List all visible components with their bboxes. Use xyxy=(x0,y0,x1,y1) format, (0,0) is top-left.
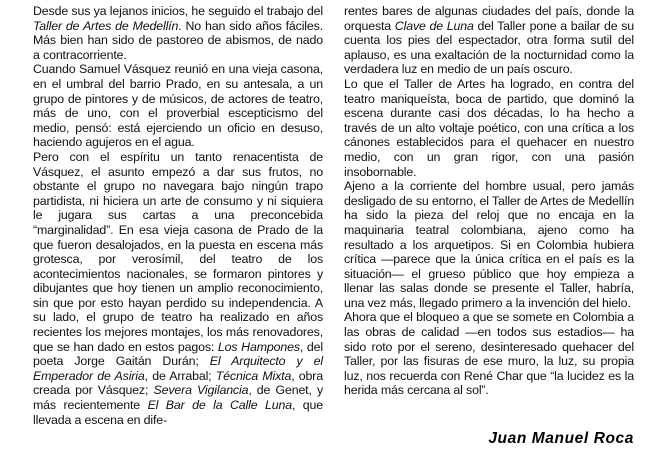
text-run: rentes bares de algunas ciudades del país, donde la orquesta xyxy=(344,4,634,33)
text-run: Ajeno a la corriente del hombre usual, pero jamás desligado de su entorno, el Taller de Artes de Medellín ha sido la pieza del reloj que no encaja en la maquinaria teatral colombiana, ajeno como ha resultado a los arquetipos. Si en Colombia hubiera crítica —parece que la única crítica en el país es la situación— el grueso público que hoy empieza a llenar las salas donde se presente el Taller, habría, una vez más, llegado primero a la invención del hielo. xyxy=(344,179,634,310)
author-signature: Juan Manuel Roca xyxy=(488,430,634,447)
text-run: Ahora que el bloqueo a que se somete en Colombia a las obras de calidad —en todos sus estadios— ha sido roto por el sereno, desinteresado quehacer del Taller, por las fisuras de ese muro, la luz, su propia luz, nos recuerda con René Char que “la lucidez es la herida más cercana al sol”. xyxy=(344,310,634,398)
paragraph xyxy=(344,310,634,398)
text-run: Cuando Samuel Vásquez reunió en una vieja casona, en el umbral del barrio Prado, en su antesala, a un grupo de pintores y de músicos, de actores de teatro, más de uno, con el proverbial escepticismo del medio, pensó: está ejerciendo un oficio en desuso, haciendo agujeros en el agua. xyxy=(33,62,323,150)
italic-title: Severa Vigilancia xyxy=(153,383,249,398)
paragraph xyxy=(344,179,634,310)
italic-title: Taller de Artes de Medellín xyxy=(33,18,179,33)
text-run: , obra creada por Vásquez; xyxy=(33,368,324,398)
text-run: Pero con el espíritu un tanto renacentista de Vásquez, el asunto empezó a dar sus frutos, no obstante el grupo no navegara bajo ningún trapo partidista, ni hiciera un arte de consumo y ni siquiera le jugara sus cartas a una preconcebida “marginalidad”. En esa vieja casona de Prado de la que fueron desalojados, en la puesta en escena más grotesca, por verosímil, del teatro de los acontecimientos nacionales, se formaron pintores y dibujantes que hoy tienen un amplio reconocimiento, sin que por esto hayan perdido su independencia. A su lado, el grupo de teatro ha realizado en años recientes los mejores montajes, los más renovadores, que se han dado en estos pagos: xyxy=(33,149,323,354)
paragraph xyxy=(33,150,323,427)
text-run: , de Genet, y más recientemente xyxy=(33,383,323,413)
italic-title: Clave de Luna xyxy=(394,18,474,33)
paragraph xyxy=(33,62,323,150)
text-run: , del poeta Jorge Gaitán Durán; xyxy=(33,339,324,369)
text-run: , de Arrabal; xyxy=(144,368,216,383)
italic-title: El Arquitecto y el Emperador de Asiria xyxy=(33,354,323,383)
text-run: del Taller pone a bailar de su cuenta los pies del espectador, otra forma sutil del aplauso, es una exaltación de la nocturnidad como la verdadera luz en medio de un país oscuro. xyxy=(344,18,635,77)
italic-title: El Bar de la Calle Luna xyxy=(147,398,292,413)
paragraph xyxy=(344,4,634,77)
text-run: Lo que el Taller de Artes ha logrado, en contra del teatro maniqueísta, boca de partido, que dominó la escena durante casi dos décadas, lo ha hecho a través de un alto voltaje poético, con una crítica a los cánones establecidos para el quehacer en nuestro medio, con un gran rigor, con una pasión insobornable. xyxy=(344,76,634,179)
left-column xyxy=(33,4,323,427)
paragraph xyxy=(33,4,323,62)
italic-title: Los Hampones xyxy=(217,339,300,354)
text-run: . No han sido años fáciles. Más bien han sido de pastoreo de abismos, de nado a contracorriente. xyxy=(33,18,323,62)
italic-title: Técnica Mixta xyxy=(215,368,292,383)
right-column xyxy=(344,4,634,398)
paragraph xyxy=(344,77,634,179)
text-run: Desde sus ya lejanos inicios, he seguido el trabajo del xyxy=(33,4,323,18)
text-run: , que llevada a escena en dife- xyxy=(33,398,323,427)
